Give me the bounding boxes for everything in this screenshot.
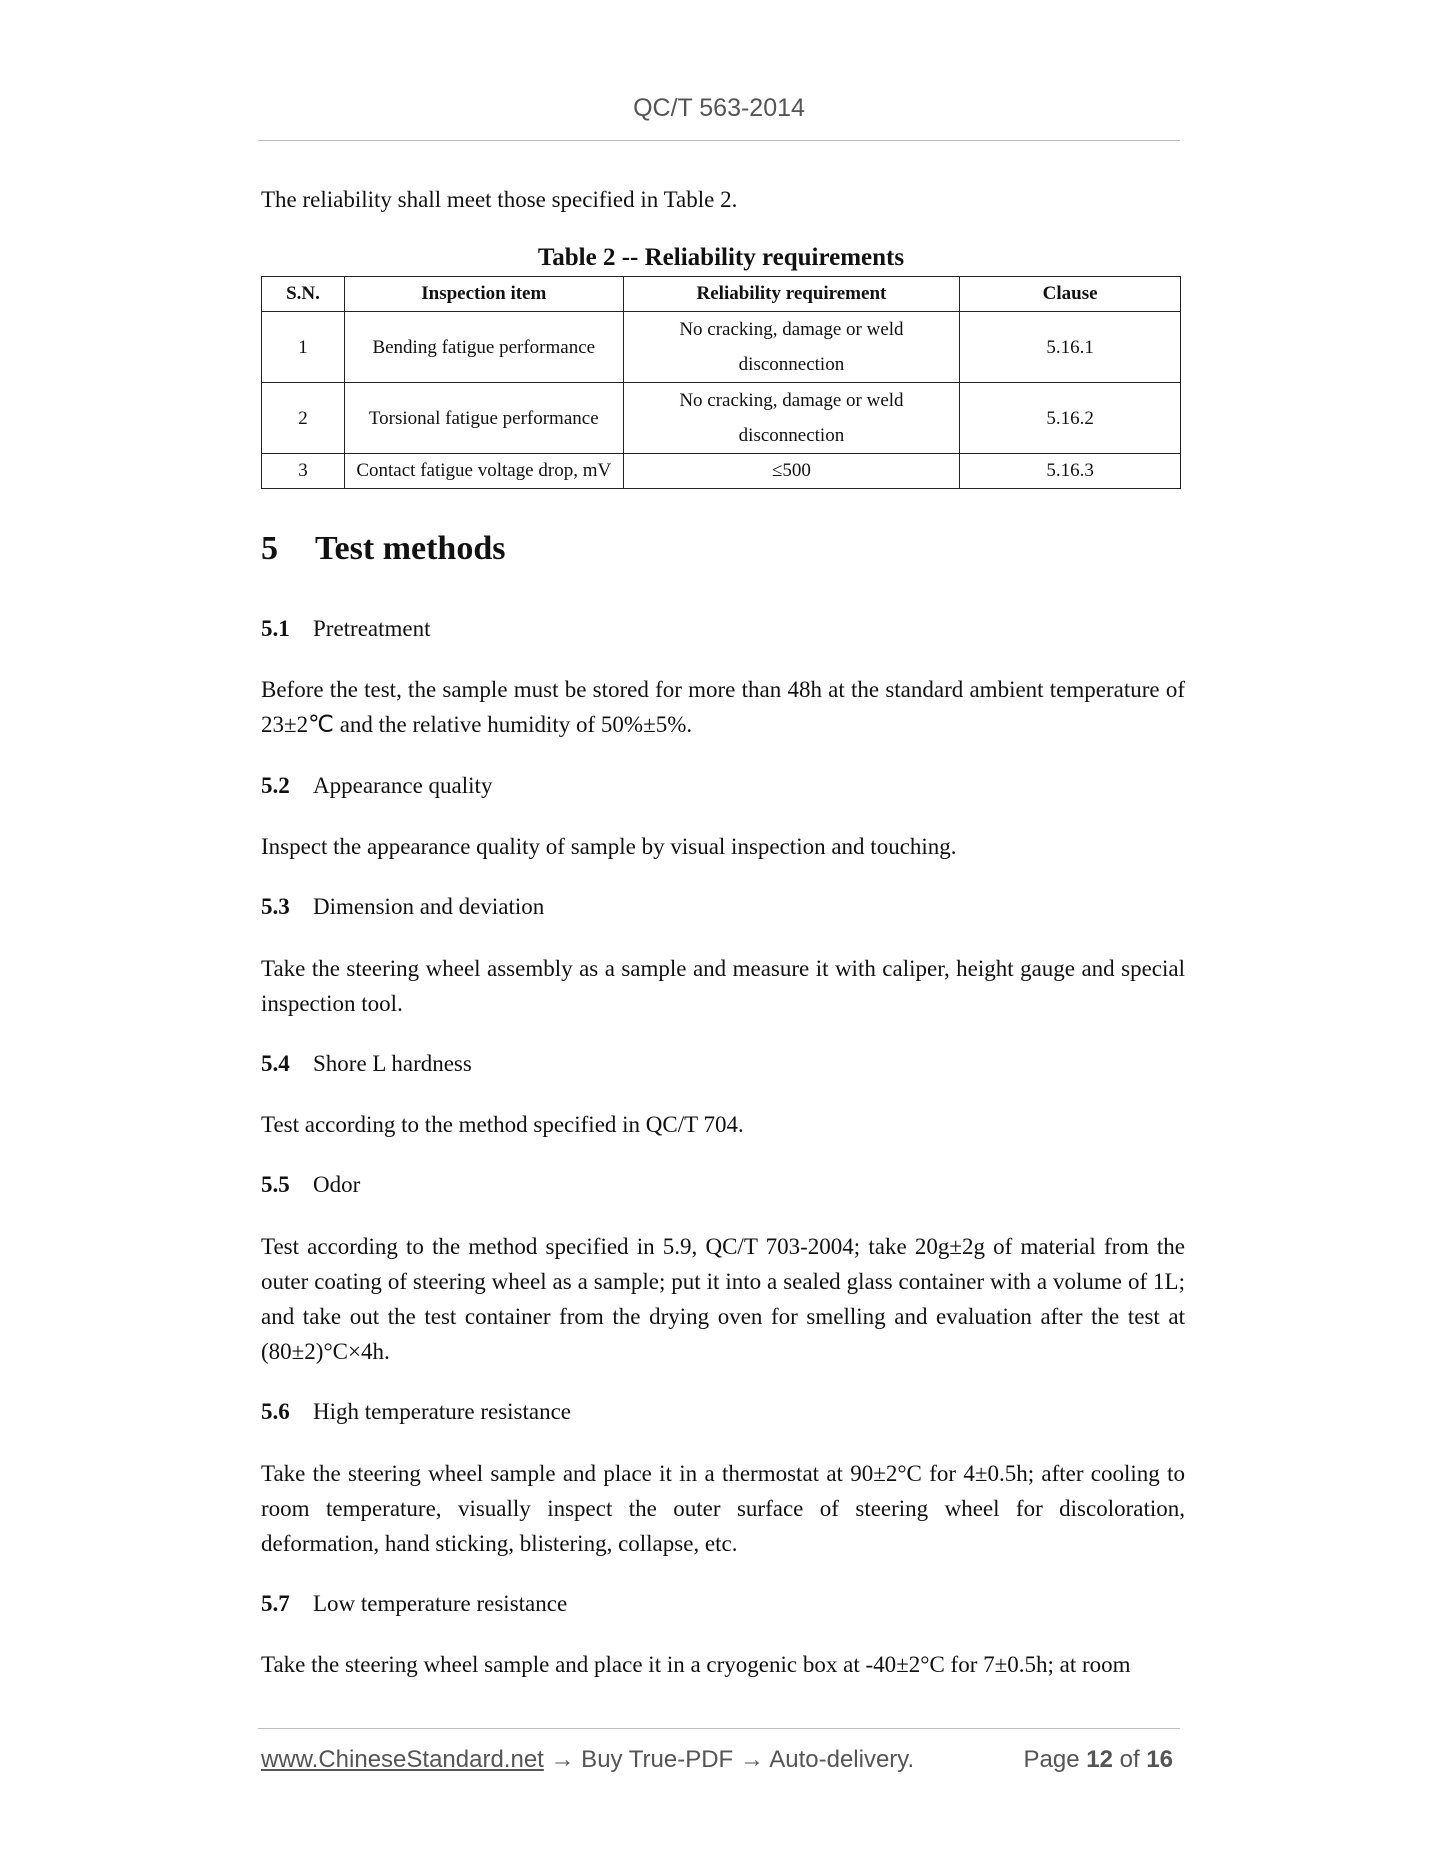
table-caption: Table 2 -- Reliability requirements — [537, 244, 905, 271]
requirement-line: No cracking, damage or weld — [679, 319, 904, 340]
table-cell-clause: 5.16.1 — [960, 312, 1181, 383]
subsection-heading — [261, 1591, 567, 1617]
table-cell-requirement — [623, 312, 960, 383]
subsection-text: Take the steering wheel sample and place it in a cryogenic box at -40±2°C for 7±0.5h; at room — [261, 1652, 1131, 1677]
table-header-cell: Reliability requirement — [623, 277, 960, 312]
subsection-heading — [261, 616, 431, 642]
subsection-title: Dimension and deviation — [313, 894, 545, 919]
table-row — [262, 454, 1181, 489]
header-divider — [258, 140, 1180, 141]
subsection-number: 5.1 — [261, 616, 290, 641]
section-heading — [261, 530, 506, 568]
website-link[interactable]: www.ChineseStandard.net — [261, 1746, 544, 1773]
table-row — [262, 383, 1181, 454]
subsection-text: Test according to the method specified in 5.9, QC/T 703-2004; take 20g±2g of material from the outer coating of steering wheel as a sample; put it into a sealed glass container with a volume of 1L; and take out the test container from the drying oven for smelling and evaluation after the test at (80±2)°C×4h. — [261, 1234, 1185, 1364]
page-header-title: QC/T 563-2014 — [633, 94, 805, 122]
subsection-heading — [261, 773, 492, 799]
table-cell-requirement — [623, 383, 960, 454]
of-label: of — [1119, 1746, 1140, 1773]
footer-promo-text: → Buy True-PDF → Auto-delivery. — [543, 1746, 915, 1773]
page-number: 12 — [1086, 1746, 1113, 1773]
table-header-cell: Inspection item — [344, 277, 623, 312]
page-label: Page — [1023, 1746, 1080, 1773]
subsection-title: Shore L hardness — [313, 1051, 472, 1076]
subsection-number: 5.5 — [261, 1172, 290, 1197]
table-header-cell: S.N. — [262, 277, 345, 312]
section-title: Test methods — [315, 530, 506, 567]
subsection-title: Pretreatment — [313, 616, 431, 641]
table-row — [262, 312, 1181, 383]
table-header-row — [262, 277, 1181, 312]
subsection-number: 5.3 — [261, 894, 290, 919]
requirement-line: disconnection — [738, 425, 845, 446]
subsection-heading — [261, 1051, 472, 1077]
table-cell-requirement: ≤500 — [623, 454, 960, 489]
page-indicator — [1024, 1746, 1174, 1774]
table-cell-item: Torsional fatigue performance — [344, 383, 623, 454]
table-cell-clause: 5.16.3 — [960, 454, 1181, 489]
page-footer — [261, 1746, 1179, 1774]
subsection-number: 5.4 — [261, 1051, 290, 1076]
requirement-line: No cracking, damage or weld — [679, 390, 904, 411]
table-cell-item: Bending fatigue performance — [344, 312, 623, 383]
intro-paragraph: The reliability shall meet those specified in Table 2. — [261, 187, 738, 212]
subsection-title: Appearance quality — [313, 773, 493, 798]
table-header-cell: Clause — [960, 277, 1181, 312]
table-cell-item: Contact fatigue voltage drop, mV — [344, 454, 623, 489]
section-number: 5 — [261, 530, 278, 567]
table-cell-sn: 2 — [262, 383, 345, 454]
subsection-heading — [261, 894, 544, 920]
table-cell-sn: 1 — [262, 312, 345, 383]
footer-divider — [258, 1728, 1180, 1729]
subsection-title: High temperature resistance — [313, 1399, 571, 1424]
subsection-text: Take the steering wheel sample and place it in a thermostat at 90±2°C for 4±0.5h; after cooling to room temperature, visually inspect the outer surface of steering wheel for discoloration, deformation, hand sticking, blistering, collapse, etc. — [261, 1461, 1185, 1556]
total-pages: 16 — [1146, 1746, 1173, 1773]
subsection-heading — [261, 1399, 571, 1425]
table-cell-clause: 5.16.2 — [960, 383, 1181, 454]
subsection-number: 5.6 — [261, 1399, 290, 1424]
subsection-number: 5.2 — [261, 773, 290, 798]
requirement-line: disconnection — [738, 354, 845, 375]
reliability-table — [261, 276, 1181, 489]
subsection-title: Low temperature resistance — [313, 1591, 568, 1616]
subsection-text: Before the test, the sample must be stored for more than 48h at the standard ambient temperature of 23±2℃ and the relative humidity of 50%±5%. — [261, 677, 1185, 737]
subsection-text: Test according to the method specified in QC/T 704. — [261, 1112, 744, 1137]
subsection-text: Inspect the appearance quality of sample by visual inspection and touching. — [261, 834, 957, 859]
subsection-title: Odor — [313, 1172, 361, 1197]
table-cell-sn: 3 — [262, 454, 345, 489]
subsection-text: Take the steering wheel assembly as a sample and measure it with caliper, height gauge and special inspection tool. — [261, 956, 1185, 1016]
subsection-number: 5.7 — [261, 1591, 290, 1616]
subsection-heading — [261, 1172, 360, 1198]
